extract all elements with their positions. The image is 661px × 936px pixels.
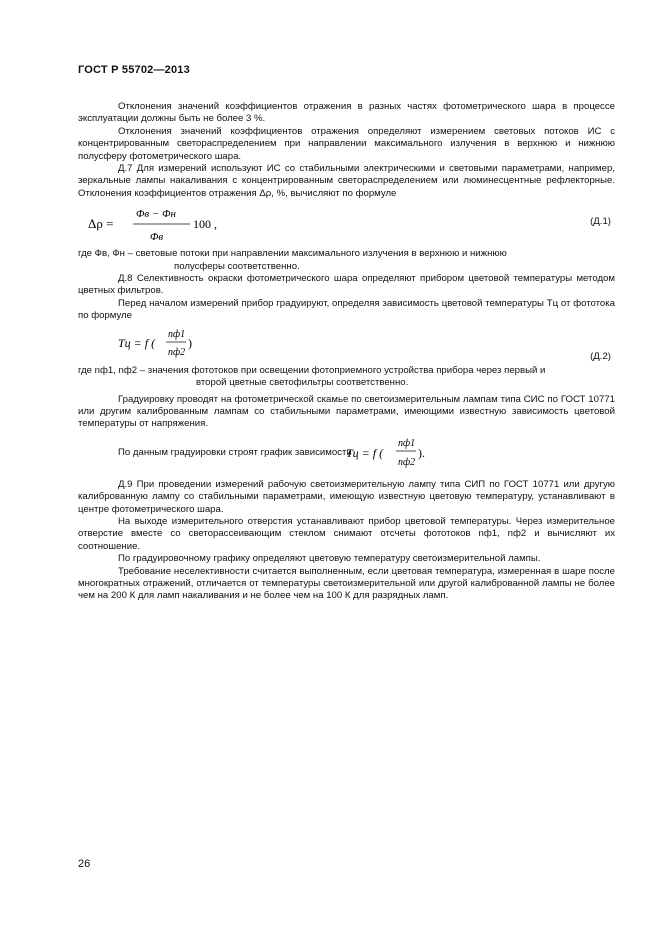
formula-d2-where: где nф1, nф2 – значения фототоков при освещении фотоприемного устройства прибора через первый и bbox=[78, 364, 546, 376]
formula-d2-close: ) bbox=[188, 335, 192, 350]
formula-d2-label: (Д.2) bbox=[590, 350, 611, 362]
paragraph-d8: Д.8 Селективность окраски фотометрического шара определяют прибором цветовой температуры методом цветных фильтров. bbox=[78, 273, 615, 297]
paragraph-p1: Отклонения значений коэффициентов отражения в разных частях фотометрического шара в процессе эксплуатации должны быть не более 3 %. bbox=[78, 101, 615, 125]
formula-d2-denominator: nф2 bbox=[168, 346, 186, 358]
formula-d1 bbox=[78, 202, 615, 248]
page-number: 26 bbox=[78, 858, 91, 870]
formula-d2-where-cont: второй цветные светофильтры соответственно. bbox=[196, 377, 409, 389]
formula-inline-expression bbox=[346, 433, 466, 473]
graph-dependency-text: По данным градуировки строят график зависимости bbox=[118, 446, 352, 458]
formula-d1-lhs: Δρ = bbox=[88, 216, 114, 232]
formula-inline-numerator: nф1 bbox=[398, 437, 416, 449]
formula-d2-lhs: Tц = f ( bbox=[118, 335, 156, 350]
paragraph-d7: Д.7 Для измерений используют ИС со стабильными электрическими и световыми параметрами, например, зеркальные лампы накаливания с концентрированным светораспределением или люминесцентные рефлекторные. Отклонения коэффициентов отражения Δρ, %, вычисляют по формуле bbox=[78, 163, 615, 199]
formula-d1-multiplier: 100 , bbox=[193, 217, 217, 232]
paragraph-color-temp: По градуировочному графику определяют цветовую температуру светоизмерительной лампы. bbox=[118, 553, 541, 565]
formula-inline-denominator: nф2 bbox=[398, 456, 416, 468]
document-body bbox=[78, 101, 615, 603]
formula-d2-expression bbox=[118, 325, 418, 365]
formula-d2 bbox=[78, 325, 615, 365]
paragraph-d9: Д.9 При проведении измерений рабочую светоизмерительную лампу типа СИП по ГОСТ 10771 или другую калиброванную лампу со стабильными параметрами, имеющую известную цветовую температуру, устанавливают в центре фотометрического шара. bbox=[78, 478, 615, 515]
formula-d1-where-cont: полусферы соответственно. bbox=[174, 260, 300, 272]
paragraph-meter-setup: На выходе измерительного отверстия устанавливают прибор цветовой температуры. Через измерительное отверстие вместе со светорассеивающим стеклом снимают отсчеты фототоков nф1, nф2 и вычисляют их соотношение. bbox=[78, 515, 615, 552]
formula-d1-expression bbox=[88, 202, 388, 248]
formula-d1-denominator: Φв bbox=[150, 231, 164, 244]
formula-d2-numerator: nф1 bbox=[168, 328, 186, 340]
paragraph-p2: Отклонения значений коэффициентов отражения определяют измерением световых потоков ИС с концентрированным светораспределением при направлении максимального излучения в верхнюю и нижнюю полусферу фотометрического шара. bbox=[78, 125, 615, 162]
formula-inline-close: ). bbox=[418, 445, 425, 460]
standard-designation: ГОСТ Р 55702—2013 bbox=[78, 64, 190, 76]
graph-dependency-line bbox=[78, 433, 615, 473]
formula-d1-label: (Д.1) bbox=[590, 216, 611, 228]
paragraph-nonselectivity: Требование неселективности считается выполненным, если цветовая температура, измеренная в шаре после многократных отражений, отличается от температуры светоизмерительной или другой калиброванной лампы не более чем на 200 К для ламп накаливания и не более чем на 100 К для разрядных ламп. bbox=[78, 565, 615, 602]
formula-d1-numerator: Φв − Φн bbox=[136, 208, 176, 221]
formula-inline-lhs: Tц = f ( bbox=[346, 445, 384, 460]
paragraph-graduation: Градуировку проводят на фотометрической скамье по светоизмерительным лампам типа СИС по ГОСТ 10771 или другим калиброванным лампам со стабильными параметрами, имеющими известную зависимость цветовой температуры от напряжения. bbox=[78, 393, 615, 430]
formula-d1-where: где Фв, Фн – световые потоки при направлении максимального излучения в верхнюю и нижнюю bbox=[78, 248, 507, 260]
paragraph-calibration-intro: Перед началом измерений прибор градуируют, определяя зависимость цветовой температуры Tц от фототока по формуле bbox=[78, 297, 615, 322]
